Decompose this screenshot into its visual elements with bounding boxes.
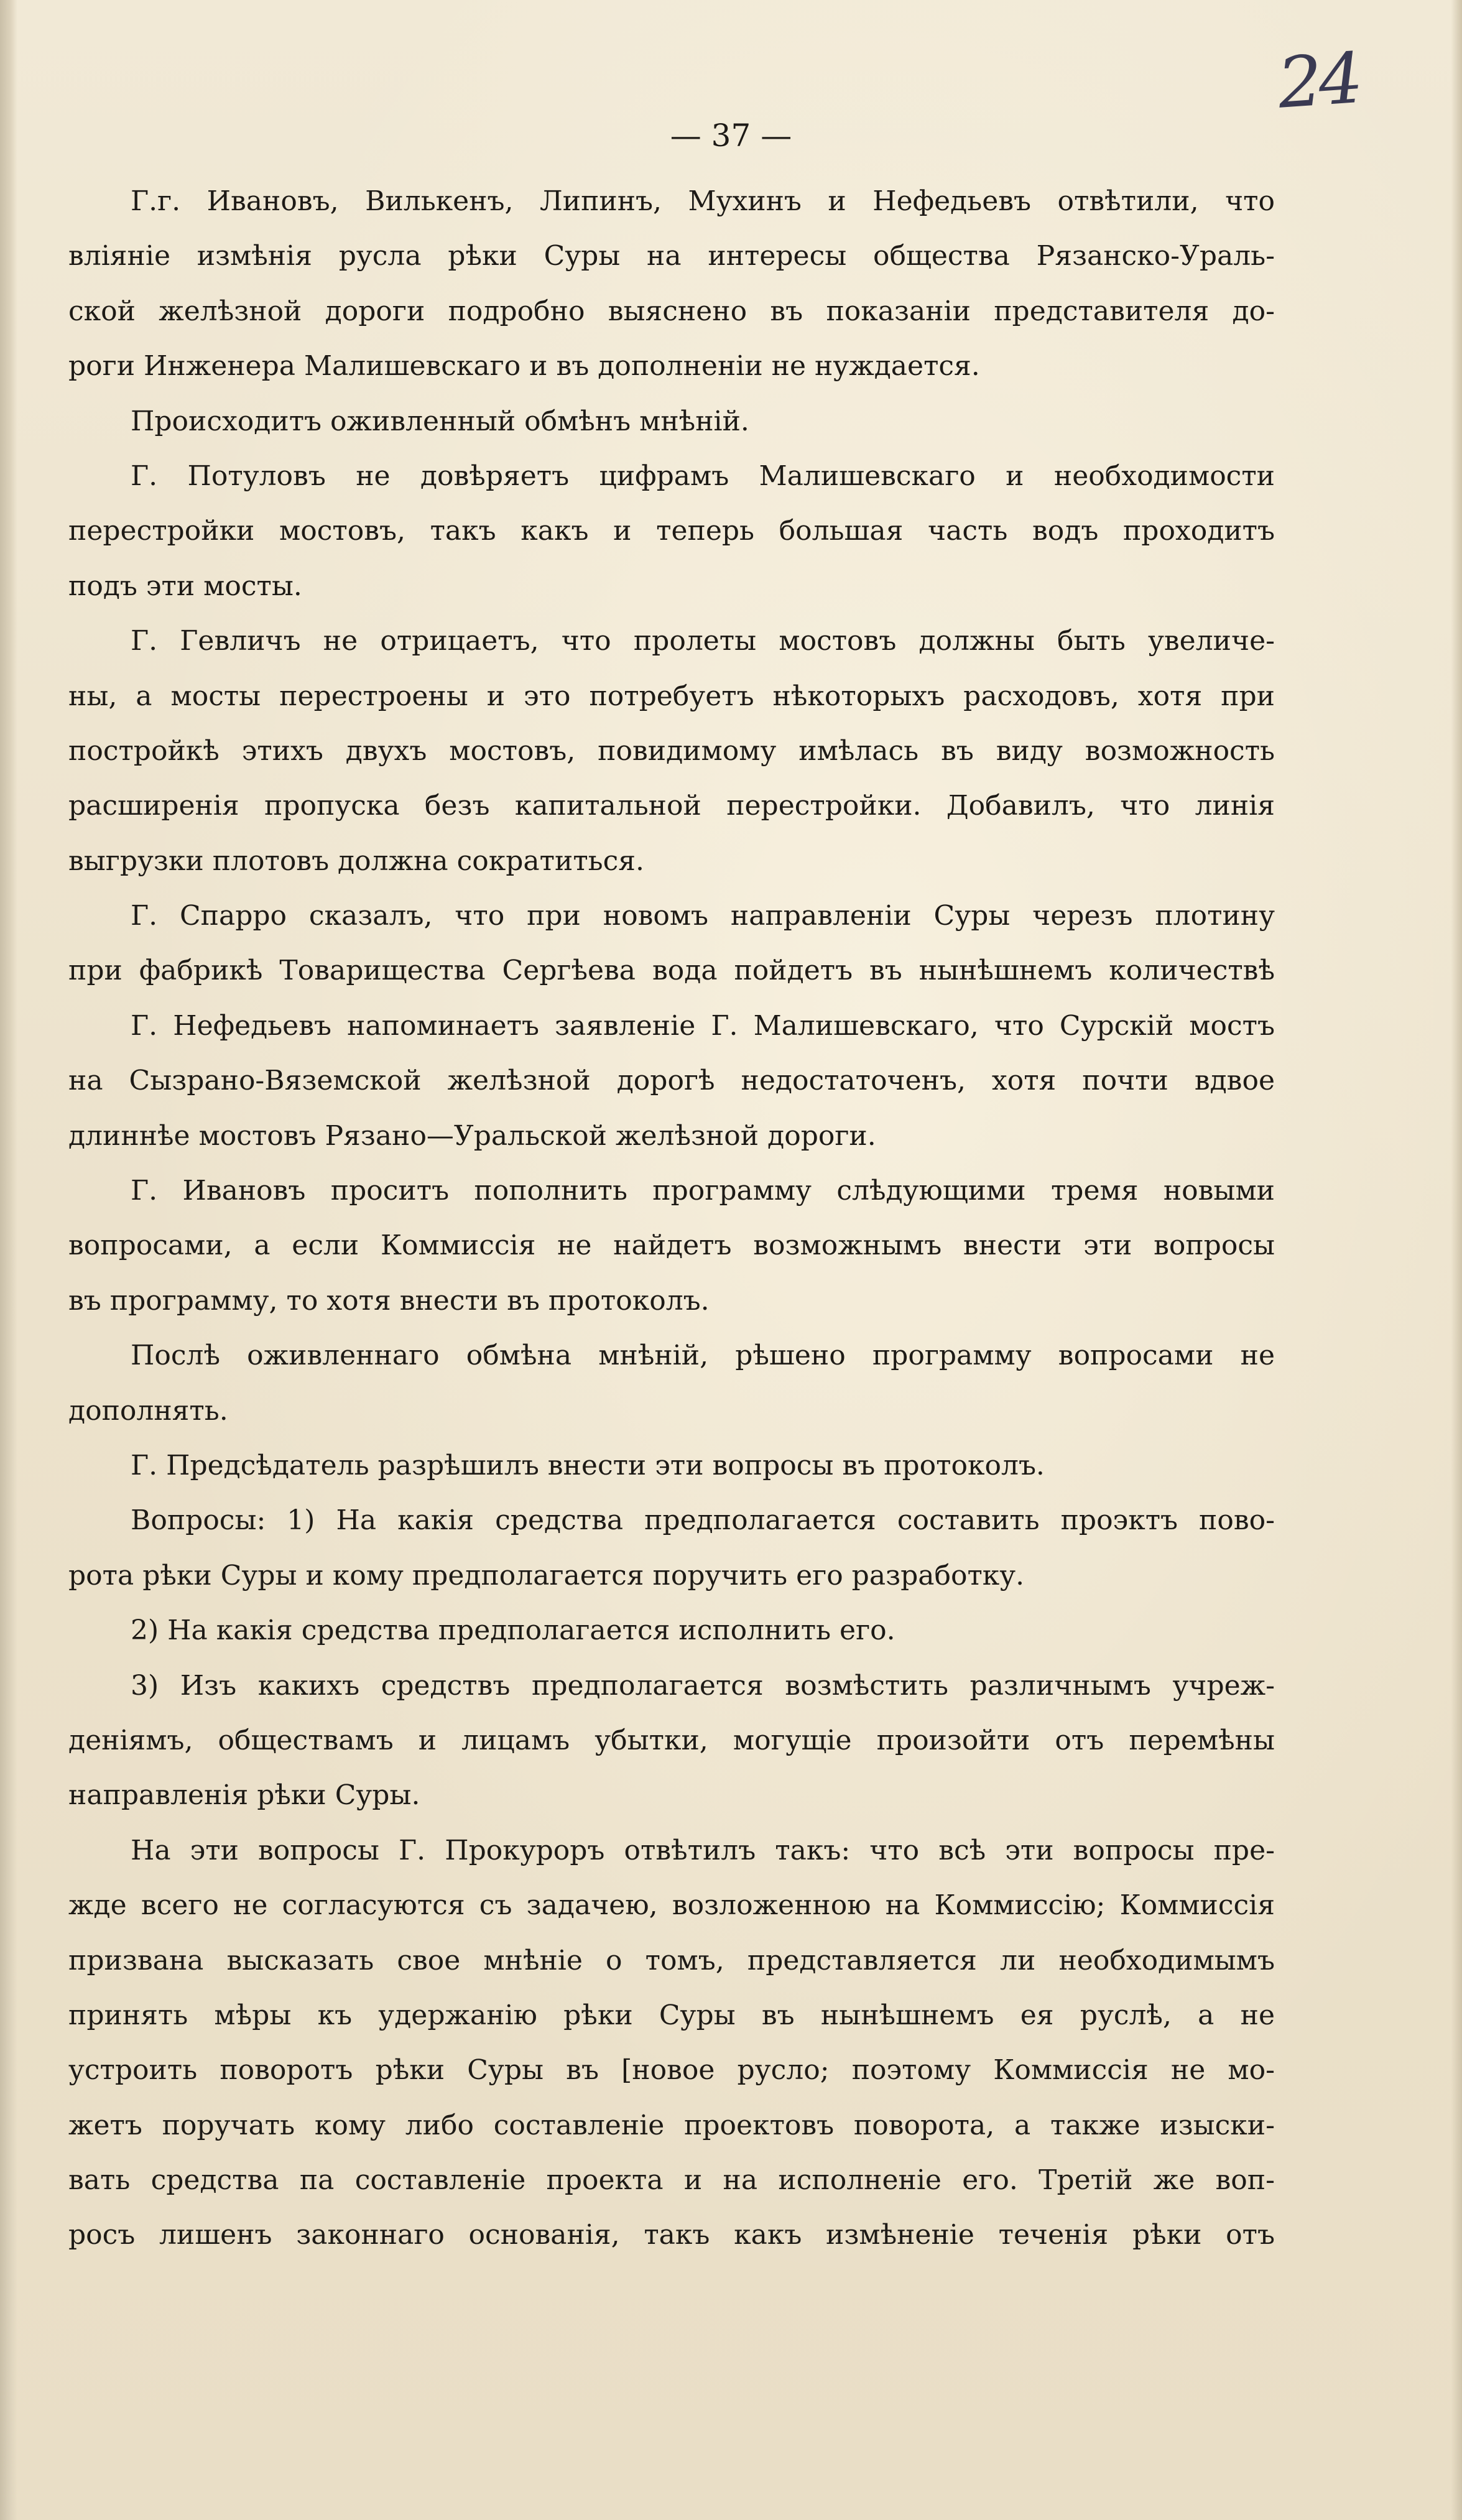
page-right-edge xyxy=(1451,0,1462,2520)
paragraph xyxy=(68,1603,1275,1658)
handwritten-folio-number: 24 xyxy=(1275,38,1362,124)
text-line: Г. Спарро сказалъ, что при новомъ направленіи Суры черезъ плотину xyxy=(131,900,1275,932)
text-line: Вопросы: 1) На какія средства предполагается составить проэктъ пово- xyxy=(131,1504,1275,1537)
paragraph xyxy=(68,1823,1275,2263)
text-line: ны, а мосты перестроены и это потребуетъ нѣкоторыхъ расходовъ, хотя при xyxy=(68,680,1275,712)
paragraph xyxy=(68,1164,1275,1328)
text-line: 2) На какія средства предполагается исполнить его. xyxy=(131,1614,895,1647)
paragraph xyxy=(68,1659,1275,1823)
text-line: роги Инженера Малишевскаго и въ дополненіи не нуждается. xyxy=(68,350,980,382)
text-line: устроить поворотъ рѣки Суры въ [новое русло; поэтому Коммиссія не мо- xyxy=(68,2054,1275,2087)
paragraph xyxy=(68,889,1275,999)
text-line: жде всего не согласуются съ задачею, возложенною на Коммиссію; Коммиссія xyxy=(68,1889,1275,1922)
paragraph xyxy=(68,174,1275,394)
text-line: Г. Гевличъ не отрицаетъ, что пролеты мостовъ должны быть увеличе- xyxy=(131,625,1275,657)
text-line: рота рѣки Суры и кому предполагается поручить его разработку. xyxy=(68,1559,1025,1591)
paragraph xyxy=(68,999,1275,1164)
paragraph xyxy=(68,1438,1275,1493)
text-line: На эти вопросы Г. Прокуроръ отвѣтилъ такъ: что всѣ эти вопросы пре- xyxy=(131,1834,1275,1866)
paragraph xyxy=(68,449,1275,614)
text-line: принять мѣры къ удержанію рѣки Суры въ нынѣшнемъ ея руслѣ, а не xyxy=(68,1999,1275,2031)
text-line: подъ эти мосты. xyxy=(68,570,302,602)
paragraph xyxy=(68,614,1275,889)
text-line: на Сызрано-Вяземской желѣзной дорогѣ недостаточенъ, хотя почти вдвое xyxy=(68,1065,1275,1097)
paragraph xyxy=(68,394,1275,449)
text-line: Послѣ оживленнаго обмѣна мнѣній, рѣшено программу вопросами не xyxy=(131,1340,1275,1372)
text-line: въ программу, то хотя внести въ протоколъ. xyxy=(68,1284,710,1317)
text-line: ской желѣзной дороги подробно выяснено въ показаніи представителя до- xyxy=(68,295,1275,327)
text-line: росъ лишенъ законнаго основанія, такъ какъ измѣненіе теченія рѣки отъ xyxy=(68,2219,1275,2251)
page-binding-edge xyxy=(0,0,17,2520)
text-line: расширенія пропуска безъ капитальной перестройки. Добавилъ, что линія xyxy=(68,790,1275,822)
text-line: Г. Нефедьевъ напоминаетъ заявленіе Г. Малишевскаго, что Сурскій мостъ xyxy=(131,1009,1275,1042)
text-line: деніямъ, обществамъ и лицамъ убытки, могущіе произойти отъ перемѣны xyxy=(68,1724,1275,1756)
paragraph xyxy=(68,1493,1275,1603)
text-line: вопросами, а если Коммиссія не найдетъ возможнымъ внести эти вопросы xyxy=(68,1230,1275,1262)
text-line: длиннѣе мостовъ Рязано—Уральской желѣзной дороги. xyxy=(68,1119,876,1152)
text-line: призвана высказать свое мнѣніе о томъ, представляется ли необходимымъ xyxy=(68,1944,1275,1976)
text-line: вліяніе измѣнія русла рѣки Суры на интересы общества Рязанско-Ураль- xyxy=(68,240,1275,272)
page-number: — 37 — xyxy=(670,118,792,154)
text-line: Происходитъ оживленный обмѣнъ мнѣній. xyxy=(131,405,749,437)
text-line: перестройки мостовъ, такъ какъ и теперь большая часть водъ проходитъ xyxy=(68,515,1275,547)
text-line: Г. Ивановъ проситъ пополнить программу слѣдующими тремя новыми xyxy=(131,1175,1275,1207)
text-line: жетъ поручать кому либо составленіе проектовъ поворота, а также изыски- xyxy=(68,2109,1275,2141)
text-line: Г. Потуловъ не довѣряетъ цифрамъ Малишевскаго и необходимости xyxy=(131,460,1275,492)
text-line: дополнять. xyxy=(68,1394,228,1427)
text-line: выгрузки плотовъ должна сократиться. xyxy=(68,845,644,877)
text-line: вать средства па составленіе проекта и на исполненіе его. Третій же воп- xyxy=(68,2164,1275,2197)
paragraph xyxy=(68,1328,1275,1438)
text-line: постройкѣ этихъ двухъ мостовъ, повидимому имѣлась въ виду возможность xyxy=(68,734,1275,767)
text-line: при фабрикѣ Товарищества Сергѣева вода пойдетъ въ нынѣшнемъ количествѣ xyxy=(68,955,1275,987)
text-line: 3) Изъ какихъ средствъ предполагается возмѣстить различнымъ учреж- xyxy=(131,1669,1275,1702)
text-line: Г.г. Ивановъ, Вилькенъ, Липинъ, Мухинъ и Нефедьевъ отвѣтили, что xyxy=(131,185,1275,217)
document-body xyxy=(68,174,1275,2263)
text-line: направленія рѣки Суры. xyxy=(68,1779,420,1812)
text-line: Г. Предсѣдатель разрѣшилъ внести эти вопросы въ протоколъ. xyxy=(131,1449,1045,1481)
